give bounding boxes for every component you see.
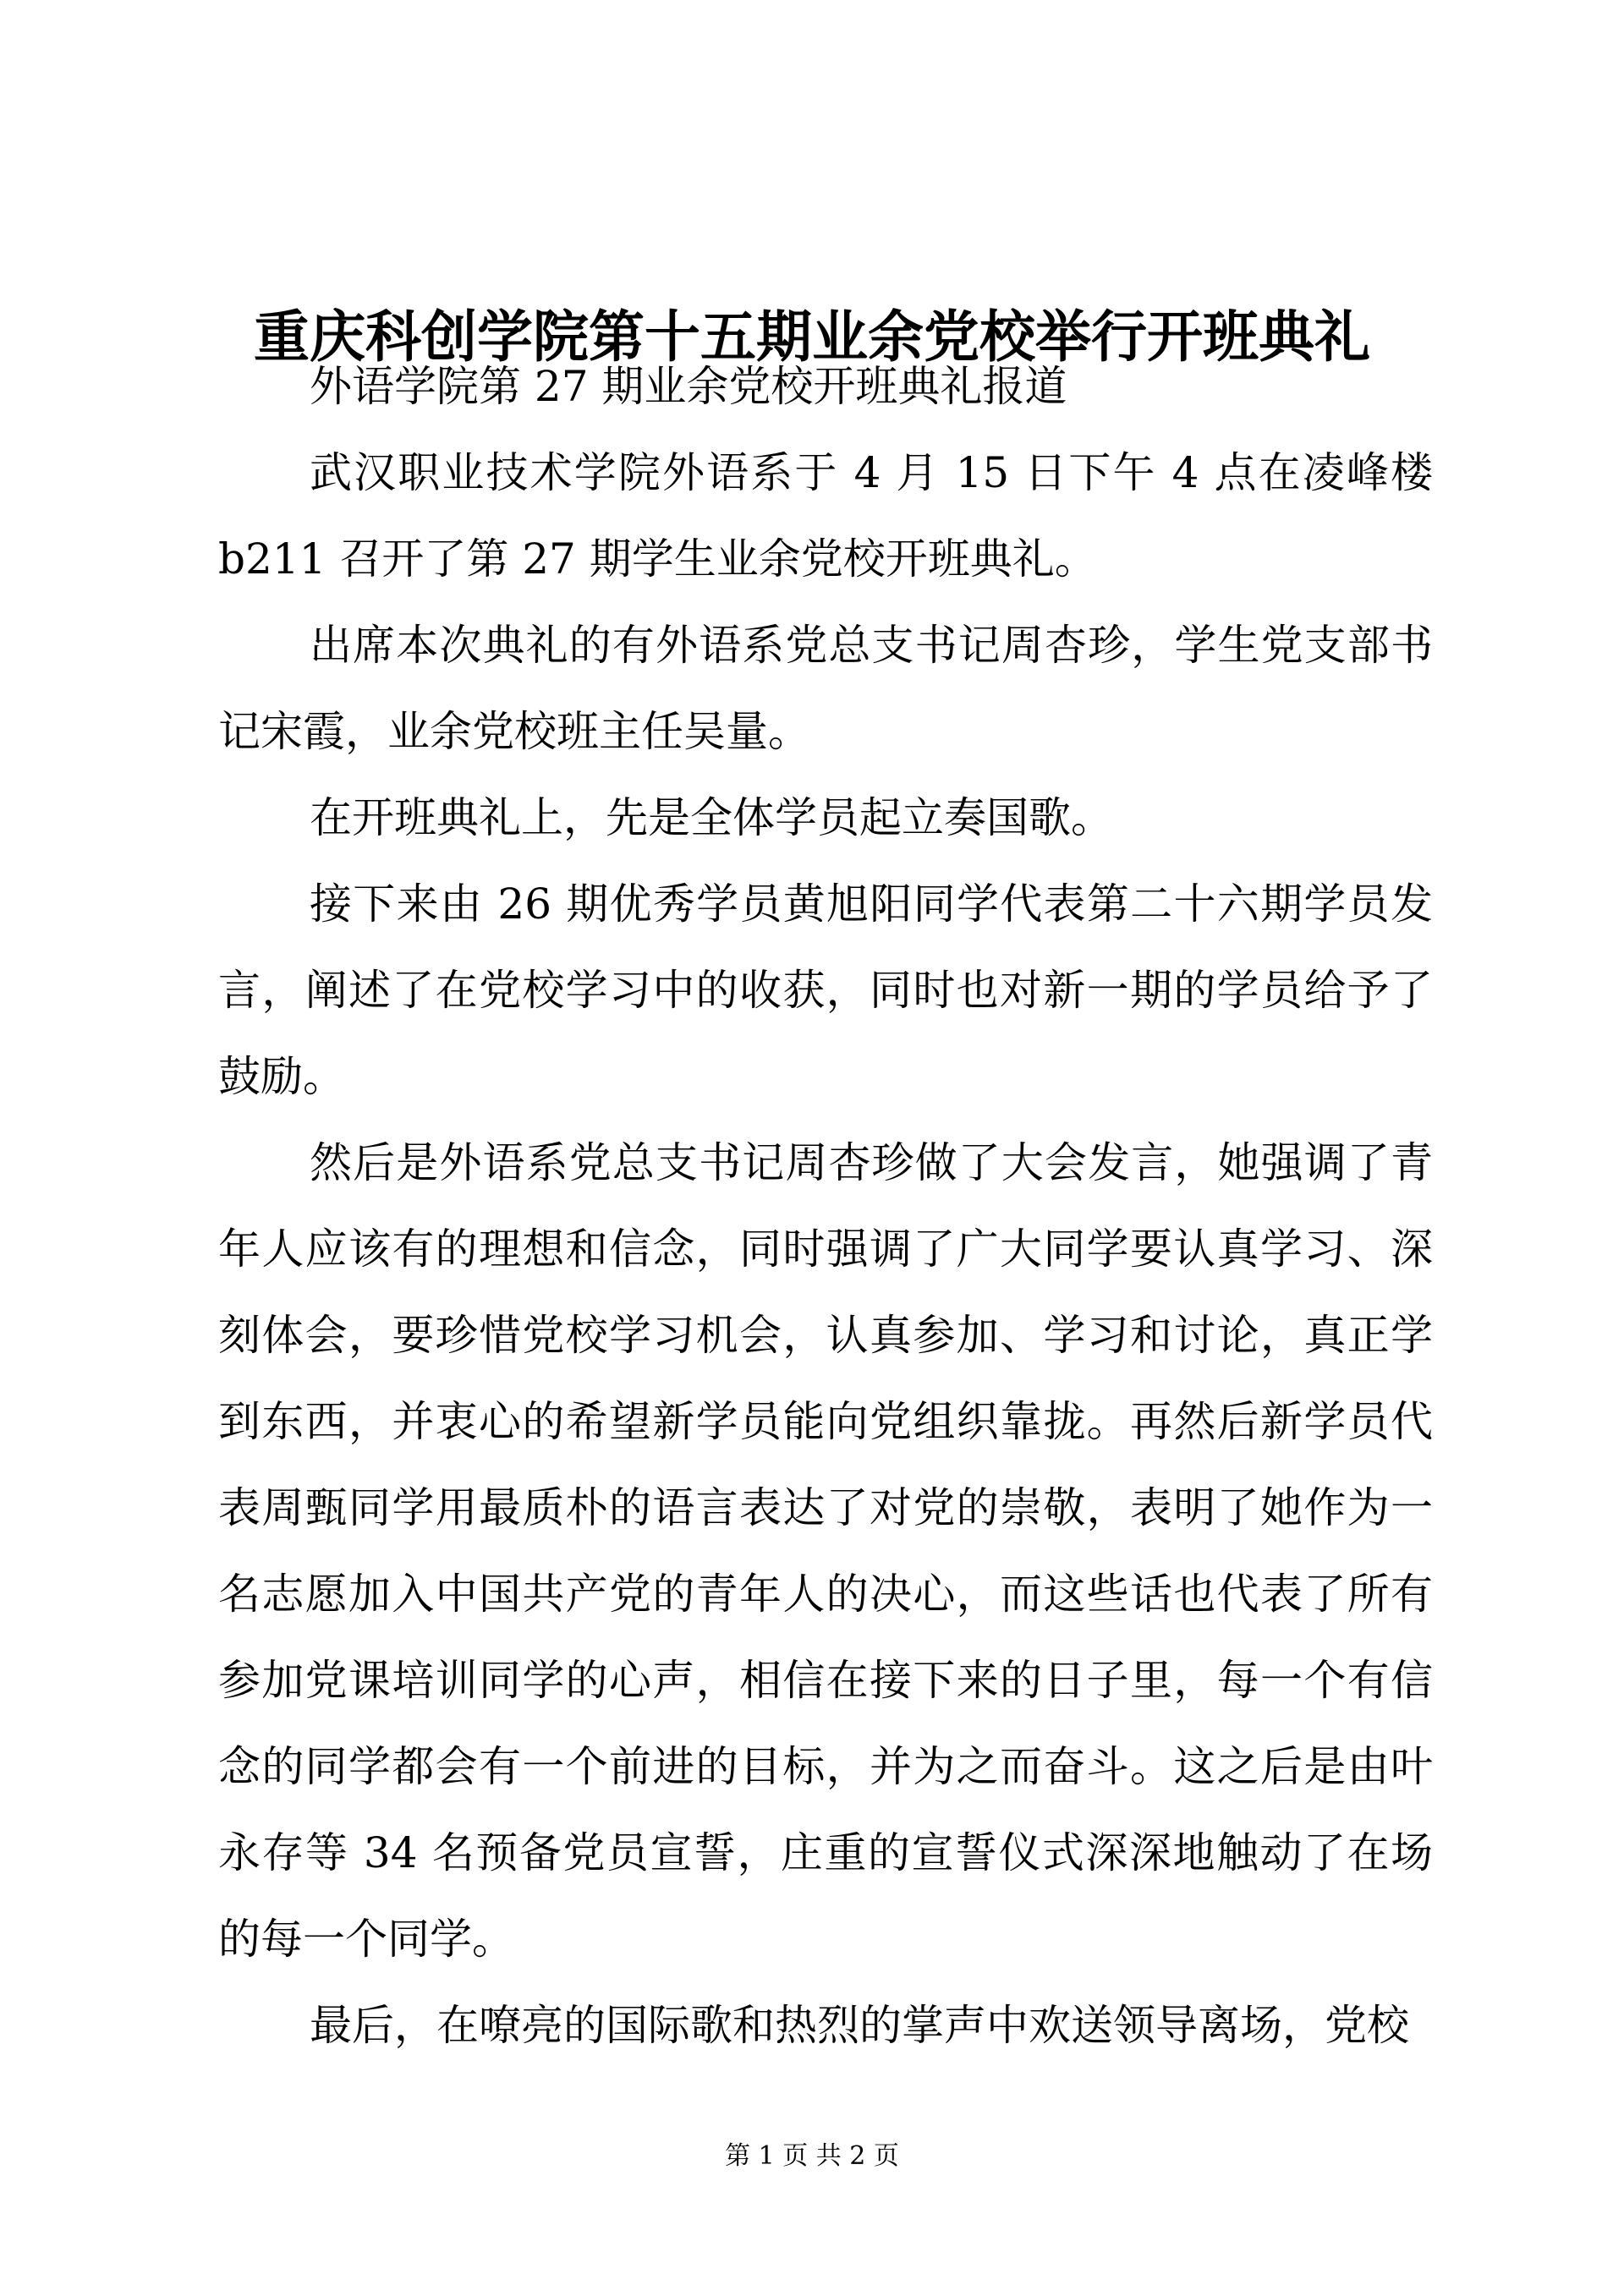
paragraph-line: 言，阐述了在党校学习中的收获，同时也对新一期的学员给予了 — [218, 966, 1433, 1015]
paragraph — [218, 1982, 1433, 2069]
paragraph-line: 武汉职业技术学院外语系于 4 月 15 日下午 4 点在凌峰楼 — [310, 448, 1433, 497]
paragraph-line: 到东西，并衷心的希望新学员能向党组织靠拢。再然后新学员代 — [218, 1397, 1433, 1446]
paragraph-line: 在开班典礼上，先是全体学员起立奏国歌。 — [310, 793, 1113, 842]
paragraph-line: 接下来由 26 期优秀学员黄旭阳同学代表第二十六期学员发 — [310, 879, 1433, 929]
paragraph — [218, 602, 1433, 775]
document-title: 重庆科创学院第十五期业余党校举行开班典礼 — [254, 304, 1370, 370]
paragraph-line: b211 召开了第 27 期学生业余党校开班典礼。 — [218, 534, 1097, 584]
paragraph-line: 最后，在嘹亮的国际歌和热烈的掌声中欢送领导离场，党校 — [310, 2001, 1409, 2050]
document-body — [218, 343, 1433, 2069]
paragraph-line: 然后是外语系党总支书记周杏珍做了大会发言，她强调了青 — [310, 1138, 1433, 1187]
paragraph-line: 鼓励。 — [218, 1052, 345, 1101]
paragraph-line: 念的同学都会有一个前进的目标，并为之而奋斗。这之后是由叶 — [218, 1742, 1433, 1791]
paragraph-line: 的每一个同学。 — [218, 1915, 514, 1964]
paragraph-line: 年人应该有的理想和信念，同时强调了广大同学要认真学习、深 — [218, 1225, 1433, 1274]
paragraph-line: 参加党课培训同学的心声，相信在接下来的日子里，每一个有信 — [218, 1656, 1433, 1705]
paragraph-line: 表周甄同学用最质朴的语言表达了对党的崇敬，表明了她作为一 — [218, 1483, 1433, 1532]
paragraph — [218, 430, 1433, 602]
paragraph — [218, 861, 1433, 1120]
page-number: 第 1 页 共 2 页 — [725, 2141, 899, 2171]
paragraph-line: 外语学院第 27 期业余党校开班典礼报道 — [310, 362, 1067, 411]
paragraph — [218, 1120, 1433, 1982]
paragraph-line: 记宋霞，业余党校班主任吴量。 — [218, 707, 810, 756]
paragraph-line: 名志愿加入中国共产党的青年人的决心，而这些话也代表了所有 — [218, 1570, 1433, 1619]
paragraph-line: 出席本次典礼的有外语系党总支书记周杏珍，学生党支部书 — [310, 621, 1433, 670]
paragraph-line: 永存等 34 名预备党员宣誓，庄重的宣誓仪式深深地触动了在场 — [218, 1828, 1433, 1877]
paragraph — [218, 343, 1433, 430]
paragraph-line: 刻体会，要珍惜党校学习机会，认真参加、学习和讨论，真正学 — [218, 1311, 1433, 1360]
paragraph — [218, 775, 1433, 861]
